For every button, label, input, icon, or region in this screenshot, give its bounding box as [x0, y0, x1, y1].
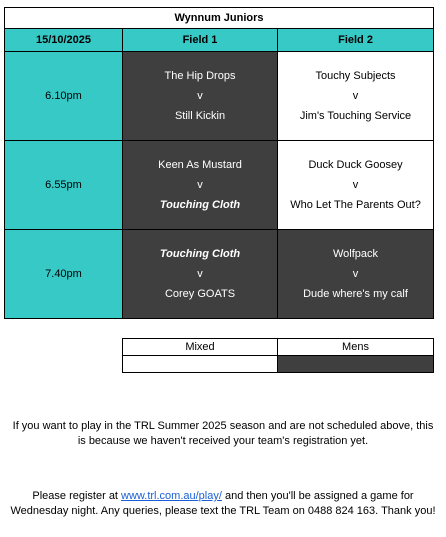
team-a: Wolfpack: [332, 247, 379, 260]
team-a: The Hip Drops: [164, 69, 236, 82]
header-row: [5, 29, 434, 52]
registration-note: If you want to play in the TRL Summer 2025 season and are not scheduled above, this is because we haven't received your team's registration yet.: [12, 420, 434, 447]
fixture-row-3: [5, 230, 434, 319]
versus-label: v: [352, 267, 359, 280]
team-b: Who Let The Parents Out?: [290, 198, 421, 211]
time-slot-2: 6.55pm: [5, 141, 123, 230]
header-field-2: Field 2: [278, 29, 434, 52]
versus-label: v: [197, 267, 203, 280]
match-field-2-slot-3: [278, 230, 434, 319]
versus-label: v: [352, 178, 359, 191]
register-link[interactable]: www.trl.com.au/play/: [121, 490, 222, 502]
time-slot-1: 6.10pm: [5, 52, 123, 141]
team-a: Touchy Subjects: [315, 69, 396, 82]
title-row: [5, 8, 434, 29]
team-a: Touching Cloth: [159, 247, 241, 260]
match-field-2-slot-1: [278, 52, 434, 141]
legend-table: [122, 338, 434, 373]
team-b: Still Kickin: [174, 109, 226, 122]
team-b: Dude where's my calf: [303, 287, 408, 300]
fixture-row-1: [5, 52, 434, 141]
legend-mixed-label: Mixed: [123, 339, 278, 356]
legend-swatch-row: [123, 356, 434, 373]
register-instructions: [8, 489, 438, 519]
team-b: Corey GOATS: [164, 287, 236, 300]
header-field-1: Field 1: [123, 29, 278, 52]
team-b: Jim's Touching Service: [299, 109, 412, 122]
fixture-row-2: [5, 141, 434, 230]
fixture-table: [4, 7, 434, 319]
legend-mens-swatch: [278, 356, 434, 373]
team-a: Duck Duck Goosey: [308, 158, 403, 171]
header-date: 15/10/2025: [5, 29, 123, 52]
versus-label: v: [197, 89, 203, 102]
legend-mixed-swatch: [123, 356, 278, 373]
register-suffix: and then you'll be assigned a game for Wednesday night. Any queries, please text the TRL Team on 0488 824 163. Thank you!: [10, 490, 436, 517]
match-field-2-slot-2: [278, 141, 434, 230]
team-b: Touching Cloth: [159, 198, 241, 211]
table-title: Wynnum Juniors: [5, 8, 434, 29]
time-slot-3: 7.40pm: [5, 230, 123, 319]
register-prefix: Please register at: [32, 490, 122, 502]
legend-label-row: [123, 339, 434, 356]
team-a: Keen As Mustard: [158, 158, 242, 171]
versus-label: v: [352, 89, 359, 102]
match-field-1-slot-3: [123, 230, 278, 319]
versus-label: v: [197, 178, 203, 191]
legend-mens-label: Mens: [278, 339, 434, 356]
match-field-1-slot-1: [123, 52, 278, 141]
match-field-1-slot-2: [123, 141, 278, 230]
